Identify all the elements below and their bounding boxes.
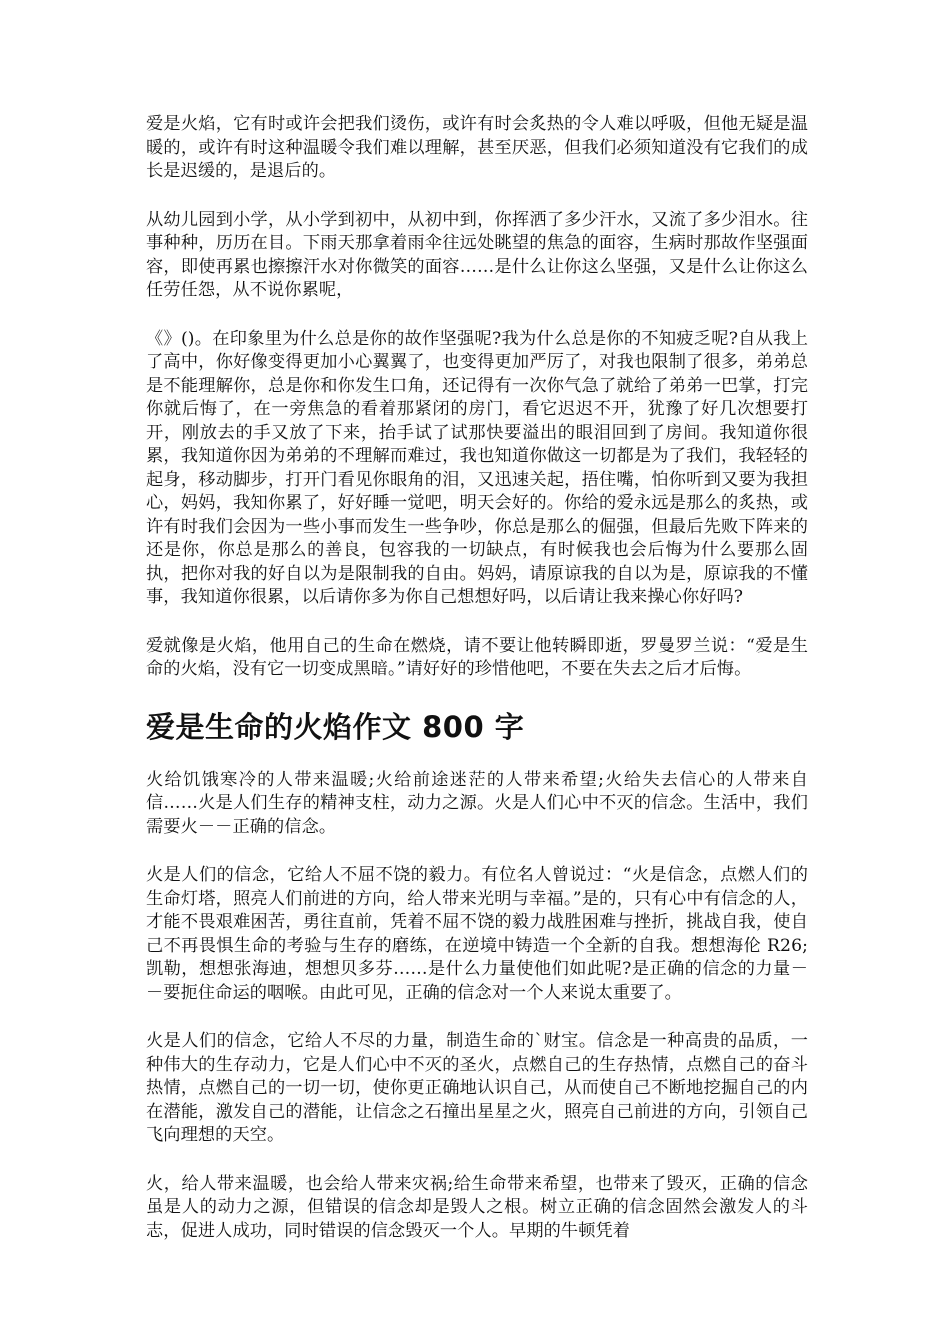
paragraph: 火是人们的信念，它给人不屈不饶的毅力。有位名人曾说过：“火是信念，点燃人们的生命灯塔，照亮人们前进的方向，给人带来光明与幸福。”是的，只有心中有信念的人，才能不畏艰难困苦，勇往直前，凭着不屈不饶的毅力战胜困难与挫折，挑战自我，使自己不再畏惧生命的考验与生存的磨练，在逆境中铸造一个全新的自我。想想海伦 R26;凯勒，想想张海迪，想想贝多芬……是什么力量使他们如此呢?是正确的信念的力量－－要扼住命运的咽喉。由此可见，正确的信念对一个人来说太重要了。 bbox=[146, 865, 808, 1003]
paragraph: 爱是火焰，它有时或许会把我们烫伤，或许有时会炙热的令人难以呼吸，但他无疑是温暖的，或许有时这种温暖令我们难以理解，甚至厌恶，但我们必须知道没有它我们的成长是迟缓的，是退后的。 bbox=[146, 114, 808, 181]
paragraph: 《》()。在印象里为什么总是你的故作坚强呢?我为什么总是你的不知疲乏呢?自从我上了高中，你好像变得更加小心翼翼了，也变得更加严厉了，对我也限制了很多，弟弟总是不能理解你，总是你和你发生口角，还记得有一次你气急了就给了弟弟一巴掌，打完你就后悔了，在一旁焦急的看着那紧闭的房门，看它迟迟不开，犹豫了好几次想要打开，刚放去的手又放了下来，抬手试了试那快要溢出的眼泪回到了房间。我知道你很累，我知道你因为弟弟的不理解而难过，我也知道你做这一切都是为了我们，我轻轻的起身，移动脚步，打开门看见你眼角的泪，又迅速关起，捂住嘴，怕你听到又要为我担心，妈妈，我知你累了，好好睡一觉吧，明天会好的。你给的爱永远是那么的炙热，或许有时我们会因为一些小事而发生一些争吵，你总是那么的倔强，但最后先败下阵来的还是你，你总是那么的善良，包容我的一切缺点，有时候我也会后悔为什么要那么固执，把你对我的好自以为是限制我的自由。妈妈，请原谅我的自以为是，原谅我的不懂事，我知道你很累，以后请你多为你自己想想好吗，以后请让我来操心你好吗? bbox=[146, 328, 808, 607]
document-page bbox=[146, 113, 808, 1268]
paragraph: 火，给人带来温暖，也会给人带来灾祸;给生命带来希望，也带来了毁灭，正确的信念虽是人的动力之源，但错误的信念却是毁人之根。树立正确的信念固然会激发人的斗志，促进人成功，同时错误的信念毁灭一个人。早期的牛顿凭着 bbox=[146, 1173, 808, 1241]
section-heading: 爱是生命的火焰作文 800 字 bbox=[146, 709, 525, 744]
paragraph: 爱就像是火焰，他用自己的生命在燃烧，请不要让他转瞬即逝，罗曼罗兰说：“爱是生命的火焰，没有它一切变成黑暗。”请好好的珍惜他吧，不要在失去之后才后悔。 bbox=[146, 635, 808, 679]
paragraph: 火给饥饿寒冷的人带来温暖;火给前途迷茫的人带来希望;火给失去信心的人带来自信……火是人们生存的精神支柱，动力之源。火是人们心中不灭的信念。生活中，我们需要火－－正确的信念。 bbox=[146, 769, 808, 837]
paragraph: 火是人们的信念，它给人不尽的力量，制造生命的`财宝。信念是一种高贵的品质，一种伟大的生存动力，它是人们心中不灭的圣火，点燃自己的生存热情，点燃自己的奋斗热情，点燃自己的一切一切，使你更正确地认识自己，从而使自己不断地挖掘自己的内在潜能，激发自己的潜能，让信念之石撞出星星之火，照亮自己前进的方向，引领自己飞向理想的天空。 bbox=[146, 1031, 808, 1145]
paragraph: 从幼儿园到小学，从小学到初中，从初中到，你挥洒了多少汗水，又流了多少泪水。往事种种，历历在目。下雨天那拿着雨伞往远处眺望的焦急的面容，生病时那故作坚强面容，即使再累也擦擦汗水对你微笑的面容……是什么让你这么坚强，又是什么让你这么任劳任怨，从不说你累呢， bbox=[146, 209, 808, 300]
